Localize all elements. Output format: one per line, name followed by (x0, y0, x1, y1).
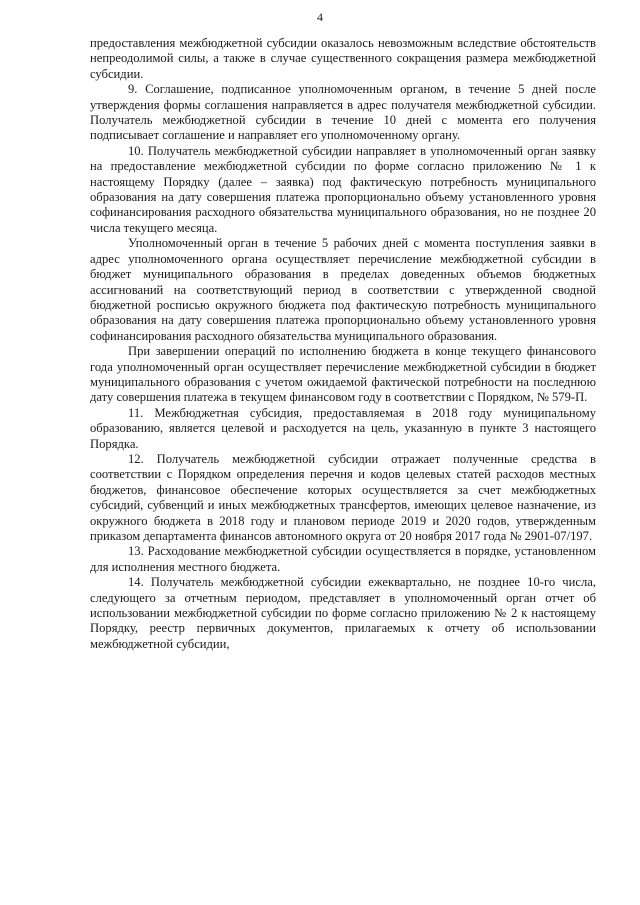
paragraph-item-14: 14. Получатель межбюджетной субсидии ежеквартально, не позднее 10-го числа, следующего за отчетным периодом, представляет в уполномоченный орган отчет об использовании межбюджетной субсидии по форме согласно приложению № 2 к настоящему Порядку, реестр первичных документов, прилагаемых к отчету об использовании межбюджетной субсидии, (90, 575, 596, 651)
paragraph-item-10: 10. Получатель межбюджетной субсидии направляет в уполномоченный орган заявку на предоставление межбюджетной субсидии по форме согласно приложению № 1 к настоящему Порядку (далее – заявка) под фактическую потребность муниципального образования на дату совершения платежа пропорционально объему установленного уровня софинансирования расходного обязательства муниципального образования, но не позднее 20 числа текущего месяца. (90, 143, 596, 235)
paragraph-item-11: 11. Межбюджетная субсидия, предоставляемая в 2018 году муниципальному образованию, является целевой и расходуется на цель, указанную в пункте 3 настоящего Порядка. (90, 405, 596, 451)
paragraph-year-end: При завершении операций по исполнению бюджета в конце текущего финансового года уполномоченный орган осуществляет перечисление межбюджетной субсидии в бюджет муниципального образования с учетом ожидаемой фактической потребности на последнюю дату совершения платежа в текущем финансовом году в соответствии с Порядком, № 579-П. (90, 344, 596, 405)
page-number: 4 (317, 10, 323, 24)
paragraph-item-13: 13. Расходование межбюджетной субсидии осуществляется в порядке, установленном для исполнения местного бюджета. (90, 544, 596, 574)
paragraph-transfer-procedure: Уполномоченный орган в течение 5 рабочих дней с момента поступления заявки в адрес уполномоченного органа осуществляет перечисление межбюджетной субсидии в бюджет муниципального образования в пределах доведенных объемов бюджетных ассигнований на соответствующий период в соответствии с утвержденной сводной бюджетной росписью окружного бюджета под фактическую потребность муниципального образования на дату совершения платежа пропорционально объему установленного уровня софинансирования расходного обязательства муниципального образования. (90, 236, 596, 343)
paragraph-continuation: предоставления межбюджетной субсидии оказалось невозможным вследствие обстоятельств непреодолимой силы, а также в случае существенного сокращения размера межбюджетной субсидии. (90, 36, 596, 81)
document-body (90, 36, 596, 652)
paragraph-item-9: 9. Соглашение, подписанное уполномоченным органом, в течение 5 дней после утверждения формы соглашения направляется в адрес получателя межбюджетной субсидии. Получатель межбюджетной субсидии в течение 10 дней с момента его получения подписывает соглашение и направляет его уполномоченному органу. (90, 82, 596, 143)
paragraph-item-12: 12. Получатель межбюджетной субсидии отражает полученные средства в соответствии с Порядком определения перечня и кодов целевых статей расходов местных бюджетов, финансовое обеспечение которых осуществляется за счет межбюджетных субсидий, субвенций и иных межбюджетных трансфертов, имеющих целевое назначение, из окружного бюджета в 2018 году и плановом периоде 2019 и 2020 годов, утвержденным приказом департамента финансов автономного округа от 20 ноября 2017 года № 2901-07/197. (90, 451, 596, 543)
